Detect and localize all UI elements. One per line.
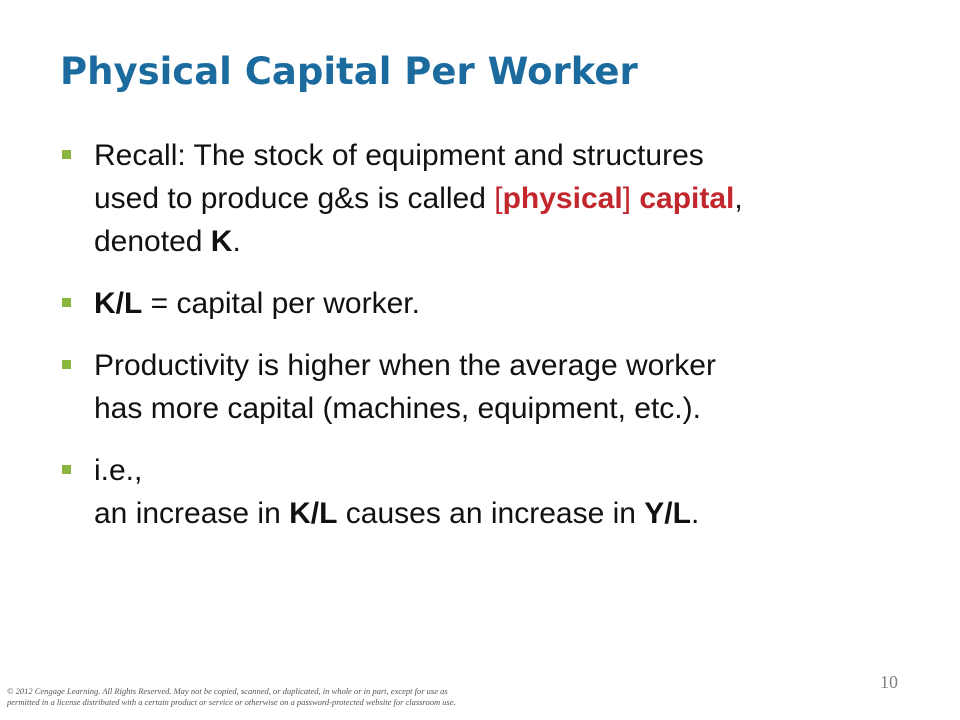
bullet-square-icon [62,150,71,159]
text-fragment: an increase in [94,497,290,530]
bullet-square-icon [62,465,71,474]
copyright-line1: © 2012 Cengage Learning. All Rights Reserved. May not be copied, scanned, or duplicated, in whole or in part, except for use as [7,686,448,696]
bullet-productivity [60,344,920,430]
term-physical: physical [502,182,623,215]
bullet-ie-line2 [94,492,920,535]
bullet-recall [60,134,920,263]
copyright-footer [7,686,597,708]
symbol-k-over-l: K/L [289,497,338,530]
text-fragment: denoted [94,225,211,258]
bullet-capital-per-worker [60,282,920,325]
bullet-productivity-line2: has more capital (machines, equipment, etc.). [94,392,701,425]
bullet-ie [60,449,920,535]
bullet-capital-per-worker-line [94,282,920,325]
symbol-k: K [210,225,233,258]
slide-title: Physical Capital Per Worker [60,50,638,93]
text-fragment: . [690,497,700,530]
bullet-productivity-line1: Productivity is higher when the average worker [94,349,716,382]
bracket-open: [ [494,182,503,215]
bullet-list [60,134,920,535]
text-fragment: , [734,182,743,215]
text-fragment: . [232,225,241,258]
bullet-square-icon [62,360,71,369]
bullet-recall-line1: Recall: The stock of equipment and structures [94,139,704,172]
symbol-k-over-l: K/L [94,287,143,320]
page-number: 10 [880,672,898,692]
bullet-recall-line2 [94,177,920,220]
bullet-ie-line1: i.e., [94,454,143,487]
symbol-y-over-l: Y/L [644,497,691,530]
text-fragment: causes an increase in [337,497,645,530]
bullet-recall-line3 [94,220,920,263]
bullet-square-icon [62,298,71,307]
copyright-line2: permitted in a license distributed with a certain product or service or otherwise on a password-protected website for classroom use. [7,697,456,707]
text-fragment: = capital per worker. [142,287,420,320]
text-fragment: used to produce g&s is called [94,182,495,215]
bracket-close: ] [622,182,640,215]
term-capital: capital [639,182,735,215]
